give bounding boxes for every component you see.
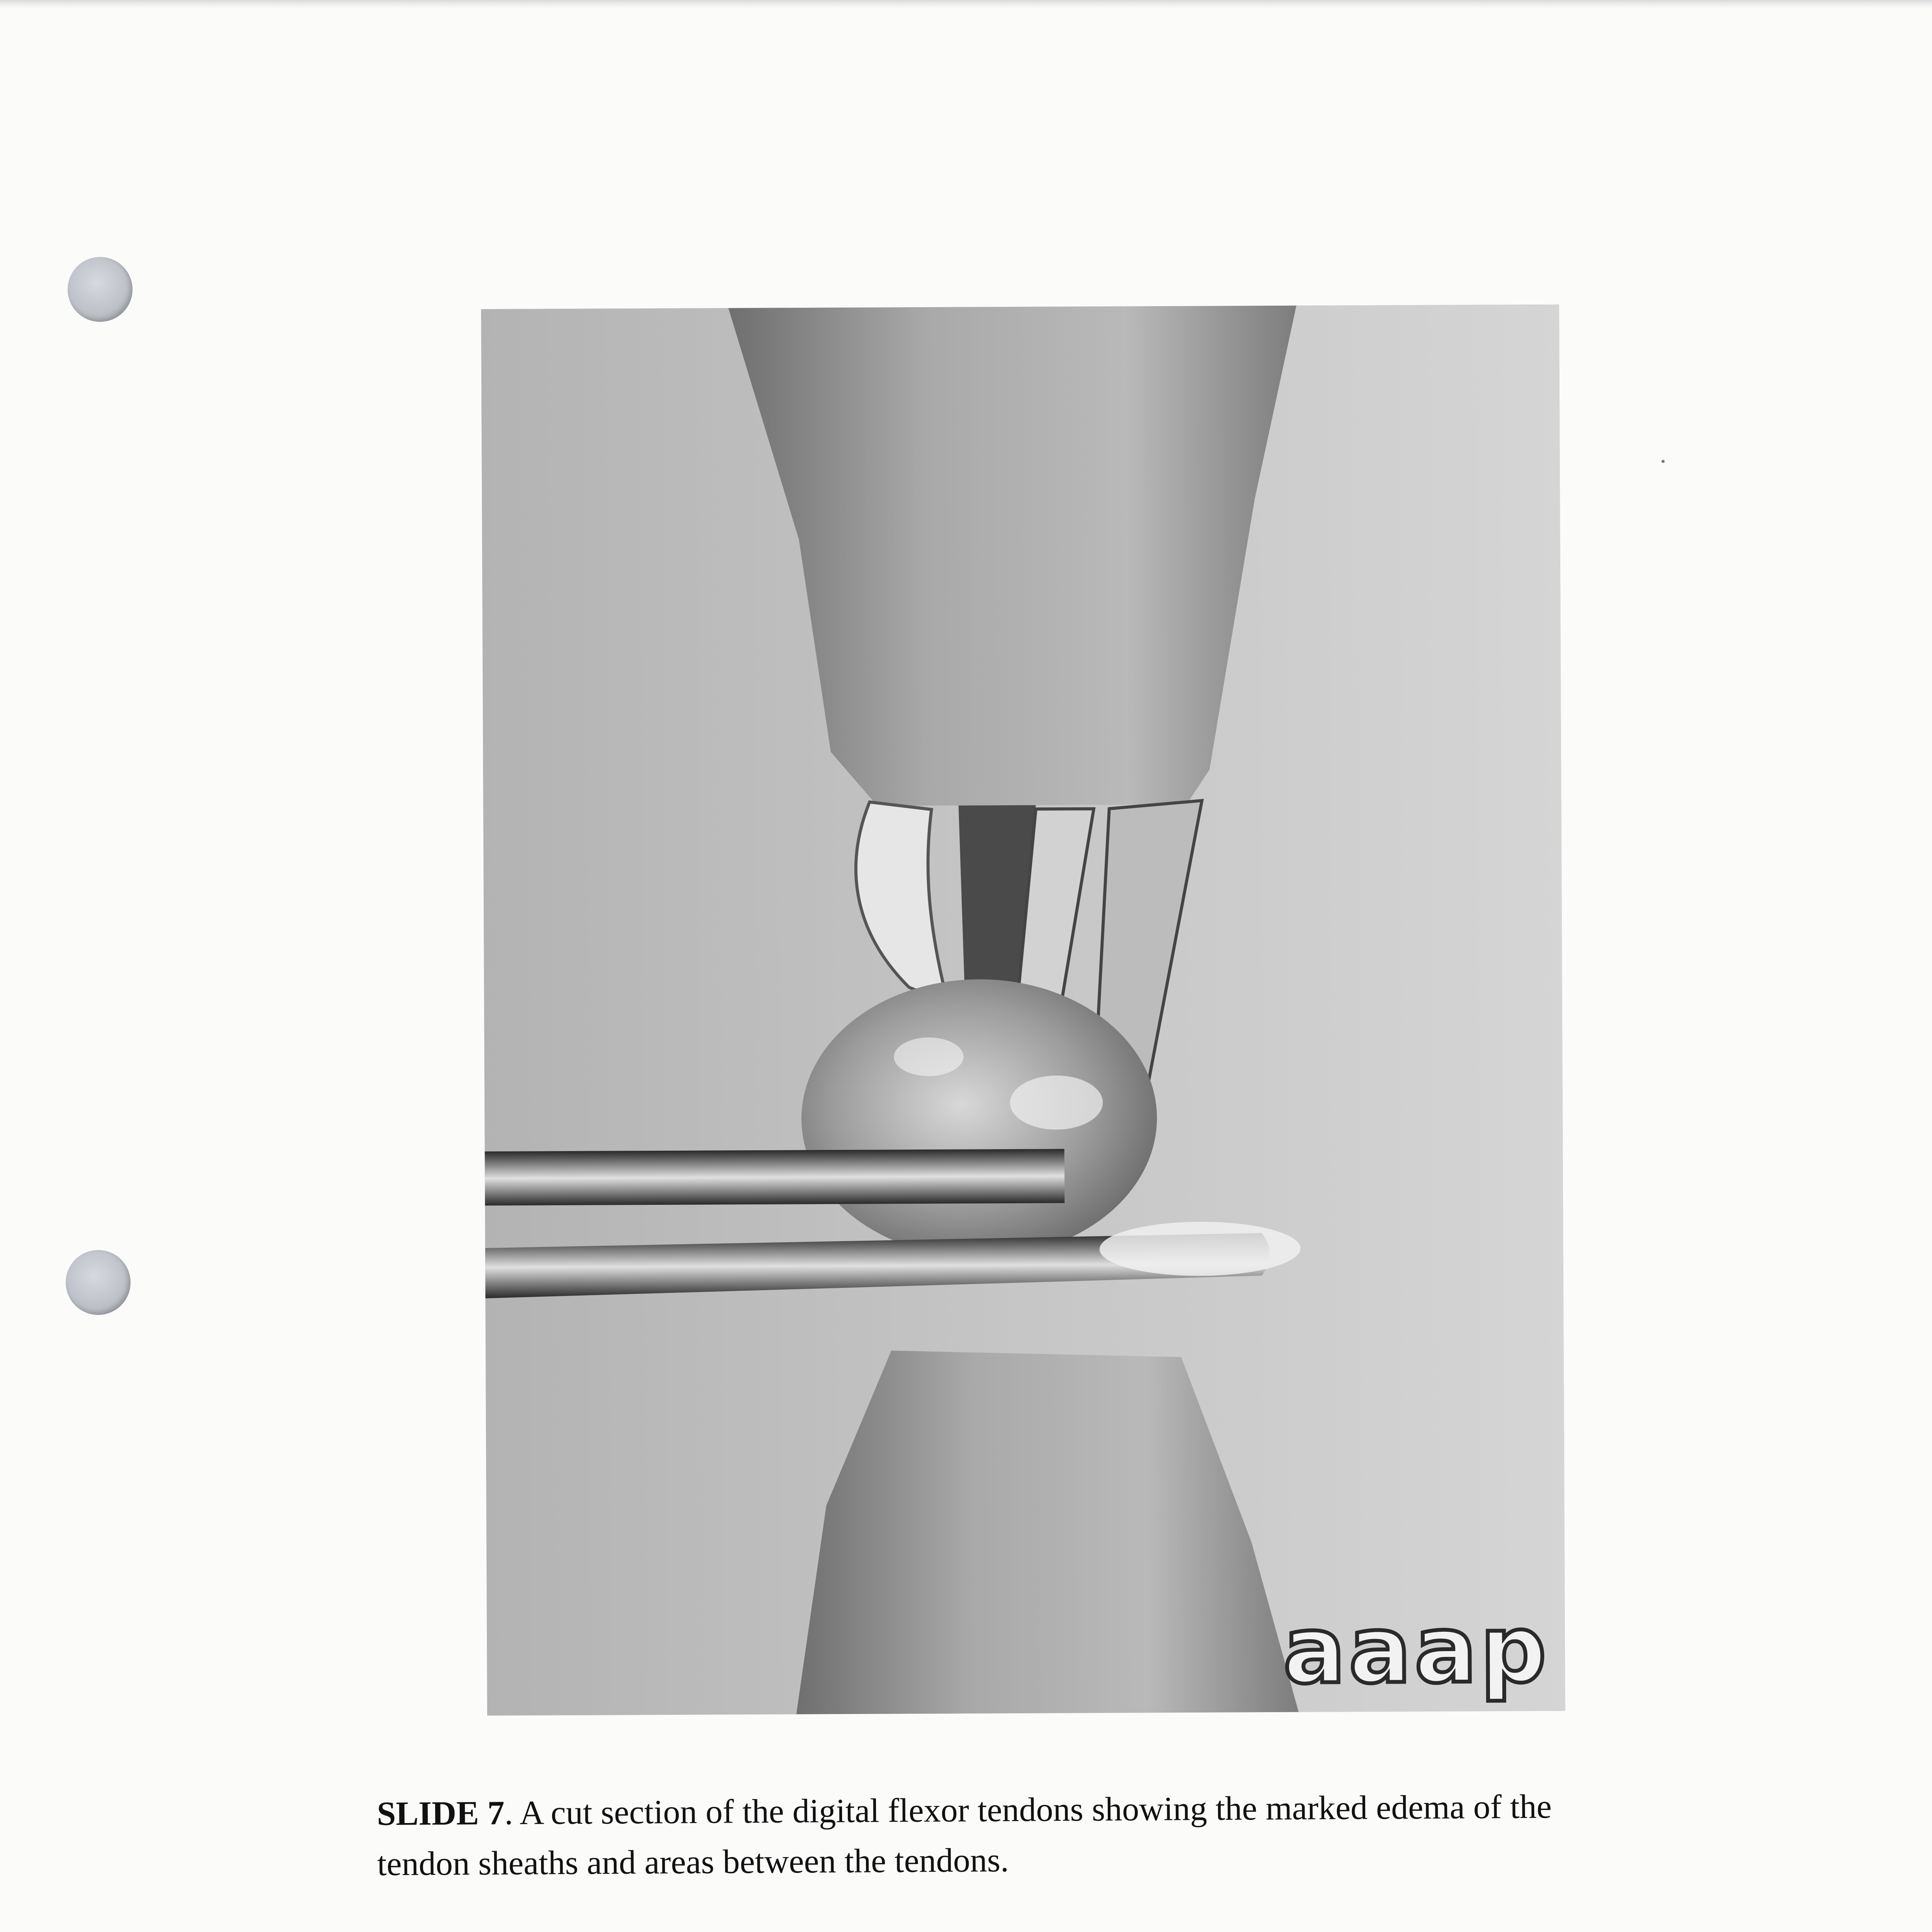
specimen-illustration bbox=[481, 304, 1565, 1716]
punch-hole-middle bbox=[66, 1250, 131, 1315]
specimen-photo bbox=[481, 304, 1565, 1716]
caption-text: . A cut section of the digital flexor tendons showing the marked edema of the tendon sheaths and areas between the tendons. bbox=[377, 1788, 1552, 1883]
punch-hole-top bbox=[68, 257, 133, 322]
aaap-watermark-logo: aaap bbox=[1282, 1595, 1550, 1704]
scan-speck bbox=[1662, 460, 1665, 463]
slide-label: SLIDE 7 bbox=[377, 1794, 505, 1833]
figure-caption bbox=[377, 1781, 1653, 1890]
